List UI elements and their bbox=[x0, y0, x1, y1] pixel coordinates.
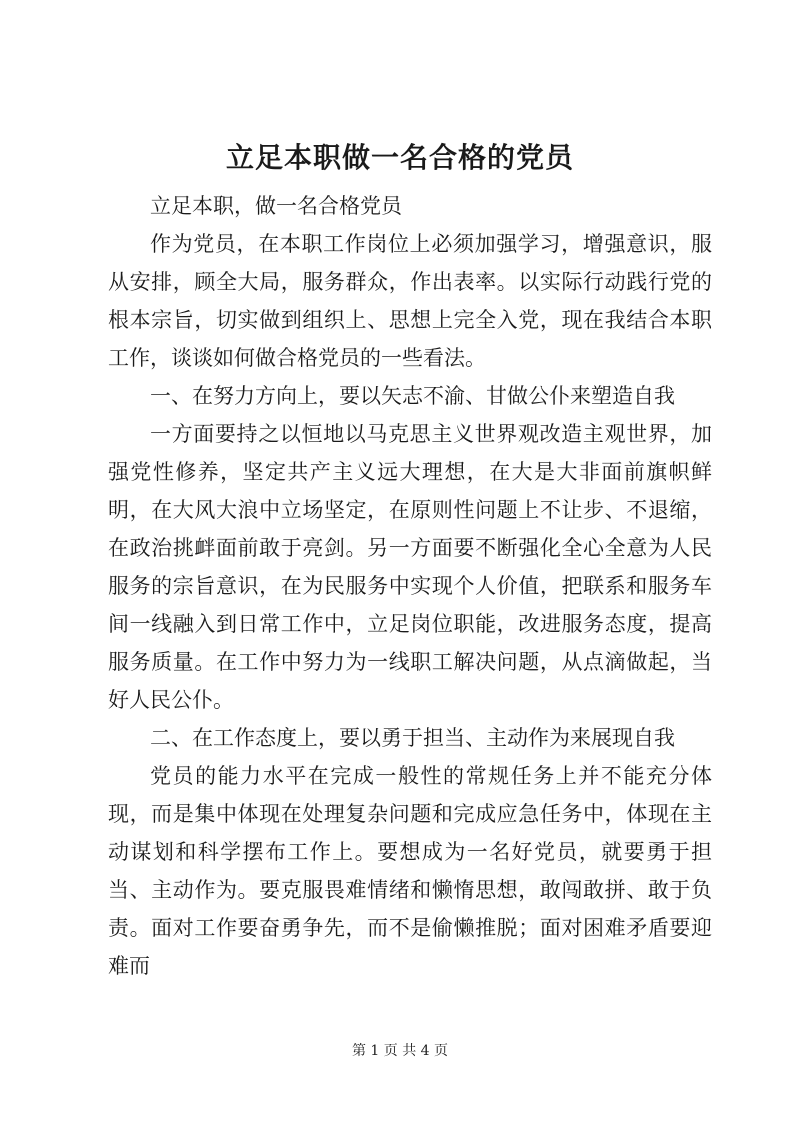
paragraph-intro: 作为党员，在本职工作岗位上必须加强学习，增强意识，服从安排，顾全大局，服务群众，作出表率。以实际行动践行党的根本宗旨，切实做到组织上、思想上完全入党，现在我结合本职工作，谈谈如何做合格党员的一些看法。 bbox=[108, 232, 712, 370]
section-heading-1: 一、在努力方向上，要以矢志不渝、甘做公仆来塑造自我 bbox=[150, 384, 675, 408]
document-title: 立足本职做一名合格的党员 bbox=[225, 141, 574, 174]
paragraph-section-1: 一方面要持之以恒地以马克思主义世界观改造主观世界，加强党性修养，坚定共产主义远大理想，在大是大非面前旗帜鲜明，在大风大浪中立场坚定，在原则性问题上不让步、不退缩，在政治挑衅面前敢于亮剑。另一方面要不断强化全心全意为人民服务的宗旨意识，在为民服务中实现个人价值，把联系和服务车间一线融入到日常工作中，立足岗位职能，改进服务态度，提高服务质量。在工作中努力为一线职工解决问题，从点滴做起，当好人民公仆。 bbox=[108, 422, 712, 712]
section-heading-2: 二、在工作态度上，要以勇于担当、主动作为来展现自我 bbox=[150, 726, 675, 750]
paragraph-section-2: 党员的能力水平在完成一般性的常规任务上并不能充分体现，而是集中体现在处理复杂问题和完成应急任务中，体现在主动谋划和科学摆布工作上。要想成为一名好党员，就要勇于担当、主动作为。要克服畏难情绪和懒惰思想，敢闯敢拼、敢于负责。面对工作要奋勇争先，而不是偷懒推脱；面对困难矛盾要迎难而 bbox=[108, 764, 712, 978]
document-body bbox=[108, 187, 712, 985]
page-number-footer: 第 1 页 共 4 页 bbox=[351, 1043, 449, 1059]
paragraph-subtitle: 立足本职，做一名合格党员 bbox=[150, 194, 402, 218]
